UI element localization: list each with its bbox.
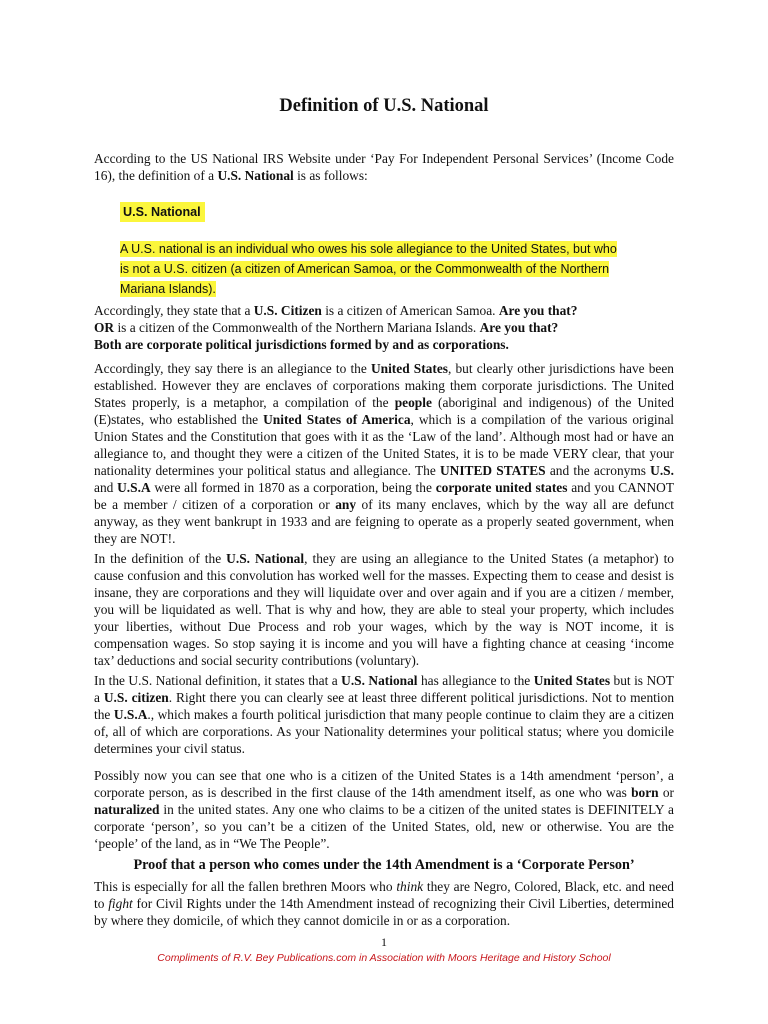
text-run: In the U.S. National definition, it states that a xyxy=(94,673,342,688)
bold-run: corporate united states xyxy=(435,480,568,495)
text-run: but is NOT a xyxy=(94,673,674,705)
text-run: (aboriginal and indigenous) of the United (E)states, who established the xyxy=(94,395,674,427)
bold-run: U.S. xyxy=(650,463,674,478)
text-run: and you CANNOT be a member / citizen of a corporation or xyxy=(94,480,674,512)
italic-run: fight xyxy=(108,896,133,911)
footer-credit: Compliments of R.V. Bey Publications.com in Association with Moors Heritage and History School xyxy=(157,952,611,964)
text-run: of its many enclaves, which by the way all are defunct anyway, as they went bankrupt in 1933 and are feigning to operate as a properly seated government, when they are NOT!. xyxy=(94,497,674,546)
paragraph-1-line-2 xyxy=(94,319,674,336)
text-run: , which is a compilation of the various original Union States and the Constitution that goes with it as the ‘Law of the land’. Although most had or have an allegiance to, and thought they were a citizen of the United States, it is to be made VERY clear, that your nationality determines your political status and allegiance. The xyxy=(94,412,675,478)
bold-run: Are you that? xyxy=(479,320,559,335)
bold-run: OR xyxy=(94,320,115,335)
bold-run: Both are corporate political jurisdictions formed by and as corporations. xyxy=(94,337,509,352)
paragraph-1 xyxy=(94,302,674,353)
text-run: is a citizen of the Commonwealth of the Northern Mariana Islands. xyxy=(114,320,480,335)
paragraph-1-line-3 xyxy=(94,336,674,353)
bold-run: United States xyxy=(370,361,448,376)
text-run: , they are using an allegiance to the United States (a metaphor) to cause confusion and this convolution has worked well for the masses. Expecting them to cease and desist is insane, they are corporations and they will liquidate over and over again and if you are a citizen / member, you will be liquidated as well. That is why and how, they are able to steal your property, which includes your liberties, without Due Process and rob your wages, which by the way is NOT income, it is compensation wages. So stop saying it is income and you will have a fighting chance at ceasing ‘income tax’ deductions and social security contributions (voluntary). xyxy=(94,551,674,668)
bold-run: U.S.A xyxy=(113,707,148,722)
quote-highlighted-text: A U.S. national is an individual who owes his sole allegiance to the United States, but who is not a U.S. citizen (a citizen of American Samoa, or the Commonwealth of the Northern Mariana Islands). xyxy=(120,242,617,296)
bold-run: U.S. National xyxy=(217,168,294,183)
text-run: and xyxy=(94,480,118,495)
bold-run: naturalized xyxy=(94,802,160,817)
text-run: is as follows: xyxy=(293,168,368,183)
quote-label: U.S. National xyxy=(120,202,205,222)
bold-run: U.S.A xyxy=(117,480,151,495)
text-run: . Right there you can clearly see at least three different political jurisdictions. Not to mention the xyxy=(94,690,675,722)
bold-run: Are you that? xyxy=(498,303,578,318)
page-number: 1 xyxy=(381,935,387,949)
text-run: This is especially for all the fallen brethren Moors who xyxy=(94,879,397,894)
text-run: Accordingly, they state that a xyxy=(94,303,254,318)
text-run: In the definition of the xyxy=(94,551,227,566)
page-title: Definition of U.S. National xyxy=(279,96,489,116)
text-run: or xyxy=(658,785,674,800)
text-run: for Civil Rights under the 14th Amendment instead of recognizing their Civil Liberties, determined by where they domicile, of which they cannot domicile in or as a corporation. xyxy=(94,896,674,928)
paragraph-5 xyxy=(94,767,674,852)
text-run: is a citizen of American Samoa. xyxy=(321,303,499,318)
bold-run: U.S. National xyxy=(226,551,305,566)
bold-run: any xyxy=(335,497,357,512)
bold-run: U.S. citizen xyxy=(103,690,169,705)
text-run: Accordingly, they say there is an allegiance to the xyxy=(94,361,371,376)
text-run: According to the US National IRS Website under ‘Pay For Independent Personal Services’ (Income Code 16), the definition of a xyxy=(94,151,674,183)
bold-run: people xyxy=(394,395,432,410)
paragraph-3 xyxy=(94,550,674,669)
paragraph-2 xyxy=(94,360,674,547)
text-run: , but clearly other jurisdictions have been established. However they are enclaves of corporations making them corporate jurisdictions. The United States properly, is a metaphor, a compilation of the xyxy=(94,361,674,410)
bold-run: United States of America xyxy=(263,412,411,427)
text-run: were all formed in 1870 as a corporation, being the xyxy=(150,480,436,495)
text-run: in the united states. Any one who claims to be a citizen of the united states is DEFINITELY a corporate ‘person’, so you can’t be a citizen of the United States, old, new or otherwise. You are the ‘people’ of the land, as in “We The People”. xyxy=(94,802,674,851)
italic-run: think xyxy=(396,879,424,894)
text-run: they are Negro, Colored, Black, etc. and need to xyxy=(94,879,674,911)
text-run: has allegiance to the xyxy=(417,673,534,688)
section-subheading: Proof that a person who comes under the 14th Amendment is a ‘Corporate Person’ xyxy=(133,857,635,873)
bold-run: born xyxy=(631,785,659,800)
text-run: ., which makes a fourth political jurisdiction that many people continue to claim they are a citizen of, all of which are corporations. As your Nationality determines your political status; where you domicile determines your civil status. xyxy=(94,707,674,756)
text-run: and the acronyms xyxy=(545,463,651,478)
intro-paragraph xyxy=(94,150,674,184)
bold-run: United States xyxy=(533,673,611,688)
bold-run: U.S. Citizen xyxy=(253,303,322,318)
bold-run: U.S. National xyxy=(341,673,418,688)
paragraph-6 xyxy=(94,878,674,929)
quote-body xyxy=(120,239,625,299)
paragraph-1-line-1 xyxy=(94,302,674,319)
bold-run: UNITED STATES xyxy=(439,463,546,478)
paragraph-4 xyxy=(94,672,674,757)
text-run: Possibly now you can see that one who is a citizen of the United States is a 14th amendment ‘person’, a corporate person, as is described in the first clause of the 14th amendment itself, as one who was xyxy=(94,768,674,800)
